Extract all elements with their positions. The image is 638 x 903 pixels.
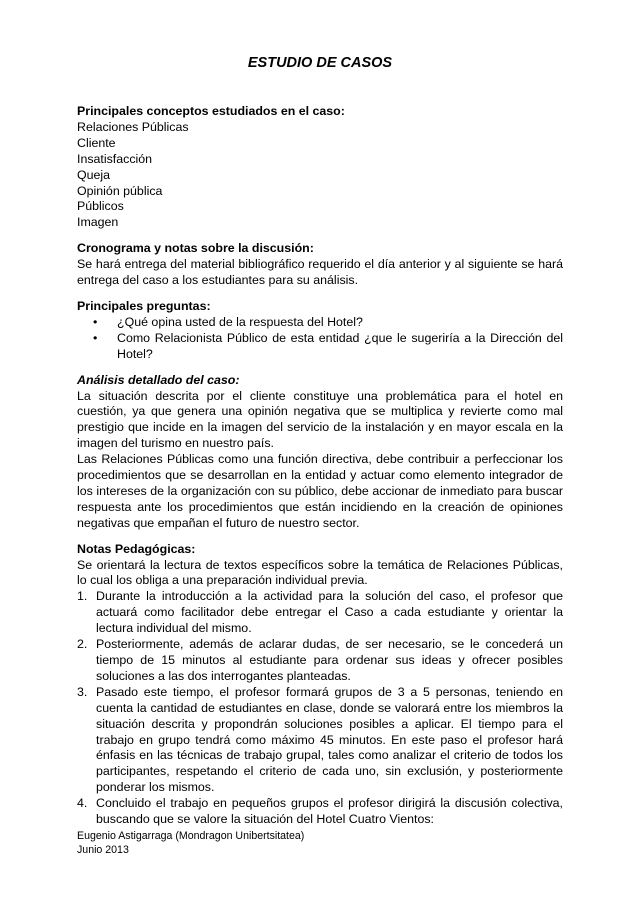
step-text: Concluido el trabajo en pequeños grupos el profesor dirigirá la discusión colectiva, buscando que se valore la situación del Hotel Cuatro Vientos: [96,796,563,827]
step-text: Pasado este tiempo, el profesor formará grupos de 3 a 5 personas, teniendo en cuenta la cantidad de estudiantes en clase, donde se valorará entre los miembros la situación descrita y propondrán soluciones posibles a aplicar. El tiempo para el trabajo en grupo tendrá como máximo 45 minutos. En este paso el profesor hará énfasis en las técnicas de trabajo grupal, tales como analizar el criterio de todos los participantes, respetando el criterio de cada uno, sin exclusión, y posteriormente ponderar los mismos. [96,684,563,795]
document-page [77,54,563,838]
step-text: Durante la introducción a la actividad para la solución del caso, el profesor que actuará como facilitador debe entregar el Caso a cada estudiante y orientar la lectura individual del mismo. [96,589,563,636]
page-footer [77,829,304,857]
list-item [77,315,563,331]
list-item [77,637,563,685]
concept-item: Imagen [77,215,119,230]
section-cronograma [77,241,563,289]
list-item [77,331,563,363]
list-item [77,796,563,828]
step-number: 2. [77,637,88,652]
section-heading-notas: Notas Pedagógicas: [77,541,196,556]
document-title: ESTUDIO DE CASOS [247,55,393,71]
concept-item: Relaciones Públicas [77,119,189,134]
section-heading-cronograma: Cronograma y notas sobre la discusión: [77,241,314,256]
bullet-icon: • [93,314,98,329]
concept-item: Opinión pública [77,183,163,198]
steps-list [77,589,563,828]
concept-item: Queja [77,167,111,182]
section-heading-analisis: Análisis detallado del caso: [77,372,240,387]
analisis-paragraph: La situación descrita por el cliente constituye una problemática para el hotel en cuestión, ya que genera una opinión negativa que se multiplica y revierte como mal prestigio que incide en la imagen del servicio de la instalación y en mayor escala en la imagen del turismo en nuestro país. [77,388,563,451]
concept-item: Públicos [77,199,124,214]
questions-list [77,315,563,363]
list-item [77,685,563,796]
section-preguntas [77,299,563,363]
footer-date: Junio 2013 [77,844,129,856]
analisis-paragraph: Las Relaciones Públicas como una función directiva, debe contribuir a perfeccionar los procedimientos que se desarrollan en la entidad y actuar como elemento integrador de los intereses de la organización con su público, debe accionar de inmediato para buscar respuesta ante los procedimientos que están incidiendo en la creación de opiniones negativas que empañan el futuro de nuestro sector. [77,452,563,530]
section-conceptos [77,104,563,231]
concept-item: Cliente [77,135,116,150]
step-text: Posteriormente, además de aclarar dudas, de ser necesario, se le concederá un tiempo de 15 minutos al estudiante para ordenar sus ideas y ofrecer posibles soluciones a las dos interrogantes planteadas. [96,637,563,683]
step-number: 4. [77,796,88,811]
question-text: Como Relacionista Público de esta entidad ¿que le sugeriría a la Dirección del Hotel? [117,330,563,361]
cronograma-text: Se hará entrega del material bibliográfico requerido el día anterior y al siguiente se hará entrega del caso a los estudiantes para su análisis. [77,257,563,288]
section-heading-conceptos: Principales conceptos estudiados en el caso: [77,104,345,118]
question-text: ¿Qué opina usted de la respuesta del Hotel? [117,314,363,329]
bullet-icon: • [93,330,98,345]
section-heading-preguntas: Principales preguntas: [77,298,211,313]
footer-author: Eugenio Astigarraga (Mondragon Unibertsitatea) [77,830,305,842]
list-item [77,589,563,637]
step-number: 1. [77,589,88,604]
step-number: 3. [77,684,88,699]
section-notas [77,542,563,828]
section-analisis [77,373,563,532]
concept-item: Insatisfacción [77,151,153,166]
notas-intro: Se orientará la lectura de textos específicos sobre la temática de Relaciones Públicas, lo cual los obliga a una preparación individual previa. [77,557,563,588]
